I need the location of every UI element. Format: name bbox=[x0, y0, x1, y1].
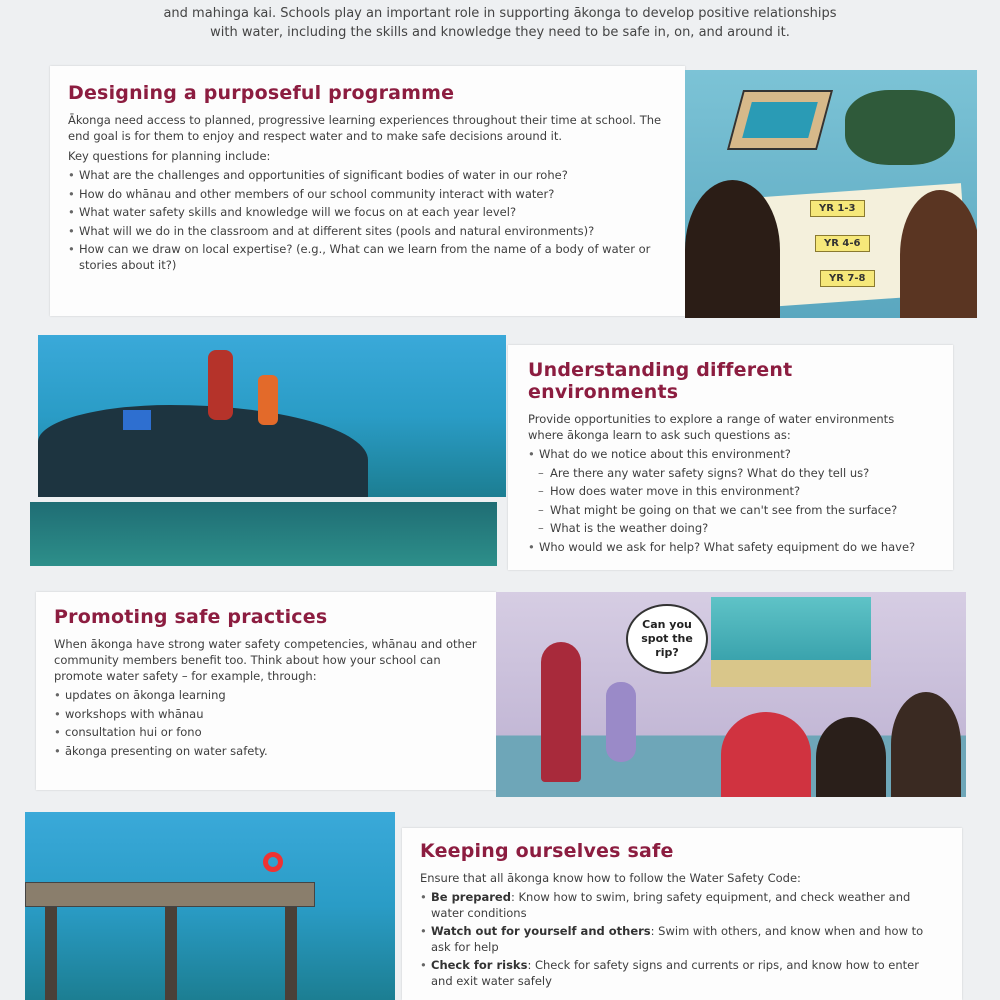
list-subitem: – How does water move in this environment? bbox=[528, 484, 933, 500]
waves-illustration bbox=[30, 502, 497, 566]
code-label: Watch out for yourself and others bbox=[431, 924, 651, 938]
intro-text bbox=[0, 4, 1000, 42]
section-paragraph: Ākonga need access to planned, progressive learning experiences throughout their time at school. The end goal is for them to enjoy and respect water and to make safe decisions around it. bbox=[68, 113, 662, 143]
code-label: Check for risks bbox=[431, 958, 528, 972]
list-item bbox=[420, 924, 944, 955]
code-text: : Check for safety signs and currents or rips, and know how to enter and exit water safely bbox=[431, 958, 919, 988]
list-item: • How do whānau and other members of our school community interact with water? bbox=[68, 187, 667, 203]
section-paragraph: When ākonga have strong water safety competencies, whānau and other community members benefit too. Think about how your school can promote water safety – for example, through: bbox=[54, 637, 477, 683]
list-subitem: – What might be going on that we can't see from the surface? bbox=[528, 503, 933, 519]
section-paragraph: Ensure that all ākonga know how to follow the Water Safety Code: bbox=[420, 871, 801, 885]
fishing-illustration bbox=[38, 335, 506, 497]
list-item: • ākonga presenting on water safety. bbox=[54, 744, 478, 760]
year-tag: YR 7-8 bbox=[820, 270, 875, 287]
list-item bbox=[420, 958, 944, 989]
list-item bbox=[420, 890, 944, 921]
year-tag: YR 1-3 bbox=[810, 200, 865, 217]
list-item: • Who would we ask for help? What safety equipment do we have? bbox=[528, 540, 933, 556]
list-item: • What will we do in the classroom and at different sites (pools and natural environments)? bbox=[68, 224, 667, 240]
list-item: • How can we draw on local expertise? (e.g., What can we learn from the name of a body of water or stories about it?) bbox=[68, 242, 667, 273]
list-item: • What water safety skills and knowledge will we focus on at each year level? bbox=[68, 205, 667, 221]
planning-illustration bbox=[685, 70, 977, 318]
list-item: • consultation hui or fono bbox=[54, 725, 478, 741]
intro-line-1: and mahinga kai. Schools play an important role in supporting ākonga to develop positive relationships bbox=[163, 6, 837, 21]
wharf-illustration bbox=[25, 812, 395, 1000]
code-text: : Swim with others, and know when and how to ask for help bbox=[431, 924, 924, 954]
section-title: Keeping ourselves safe bbox=[420, 840, 674, 862]
section-title: Promoting safe practices bbox=[54, 606, 328, 628]
list-subitem: – What is the weather doing? bbox=[528, 521, 933, 537]
section-environments bbox=[508, 345, 953, 570]
list-subitem: – Are there any water safety signs? What do they tell us? bbox=[528, 466, 933, 482]
code-text: : Know how to swim, bring safety equipment, and check weather and water conditions bbox=[431, 890, 911, 920]
section-paragraph: Provide opportunities to explore a range of water environments where ākonga learn to ask such questions as: bbox=[528, 412, 895, 442]
safety-code-list bbox=[420, 890, 944, 989]
section-title: Designing a purposeful programme bbox=[68, 82, 455, 104]
year-tag: YR 4-6 bbox=[815, 235, 870, 252]
list-item: • workshops with whānau bbox=[54, 707, 478, 723]
section-lead: Key questions for planning include: bbox=[68, 149, 271, 163]
speech-bubble: Can you spot the rip? bbox=[626, 604, 708, 674]
list-item: • What do we notice about this environment? bbox=[528, 447, 933, 463]
section-title: Understanding different environments bbox=[528, 359, 793, 403]
section-designing bbox=[50, 66, 685, 316]
intro-line-2: with water, including the skills and knowledge they need to be safe in, on, and around it. bbox=[210, 25, 790, 40]
section-promoting bbox=[36, 592, 496, 790]
code-label: Be prepared bbox=[431, 890, 511, 904]
list-item: • updates on ākonga learning bbox=[54, 688, 478, 704]
classroom-illustration bbox=[496, 592, 966, 797]
list-item: • What are the challenges and opportunities of significant bodies of water in our rohe? bbox=[68, 168, 667, 184]
section-keeping-safe bbox=[402, 828, 962, 1000]
practice-list bbox=[54, 688, 478, 759]
question-list bbox=[528, 447, 933, 555]
question-list bbox=[68, 168, 667, 273]
